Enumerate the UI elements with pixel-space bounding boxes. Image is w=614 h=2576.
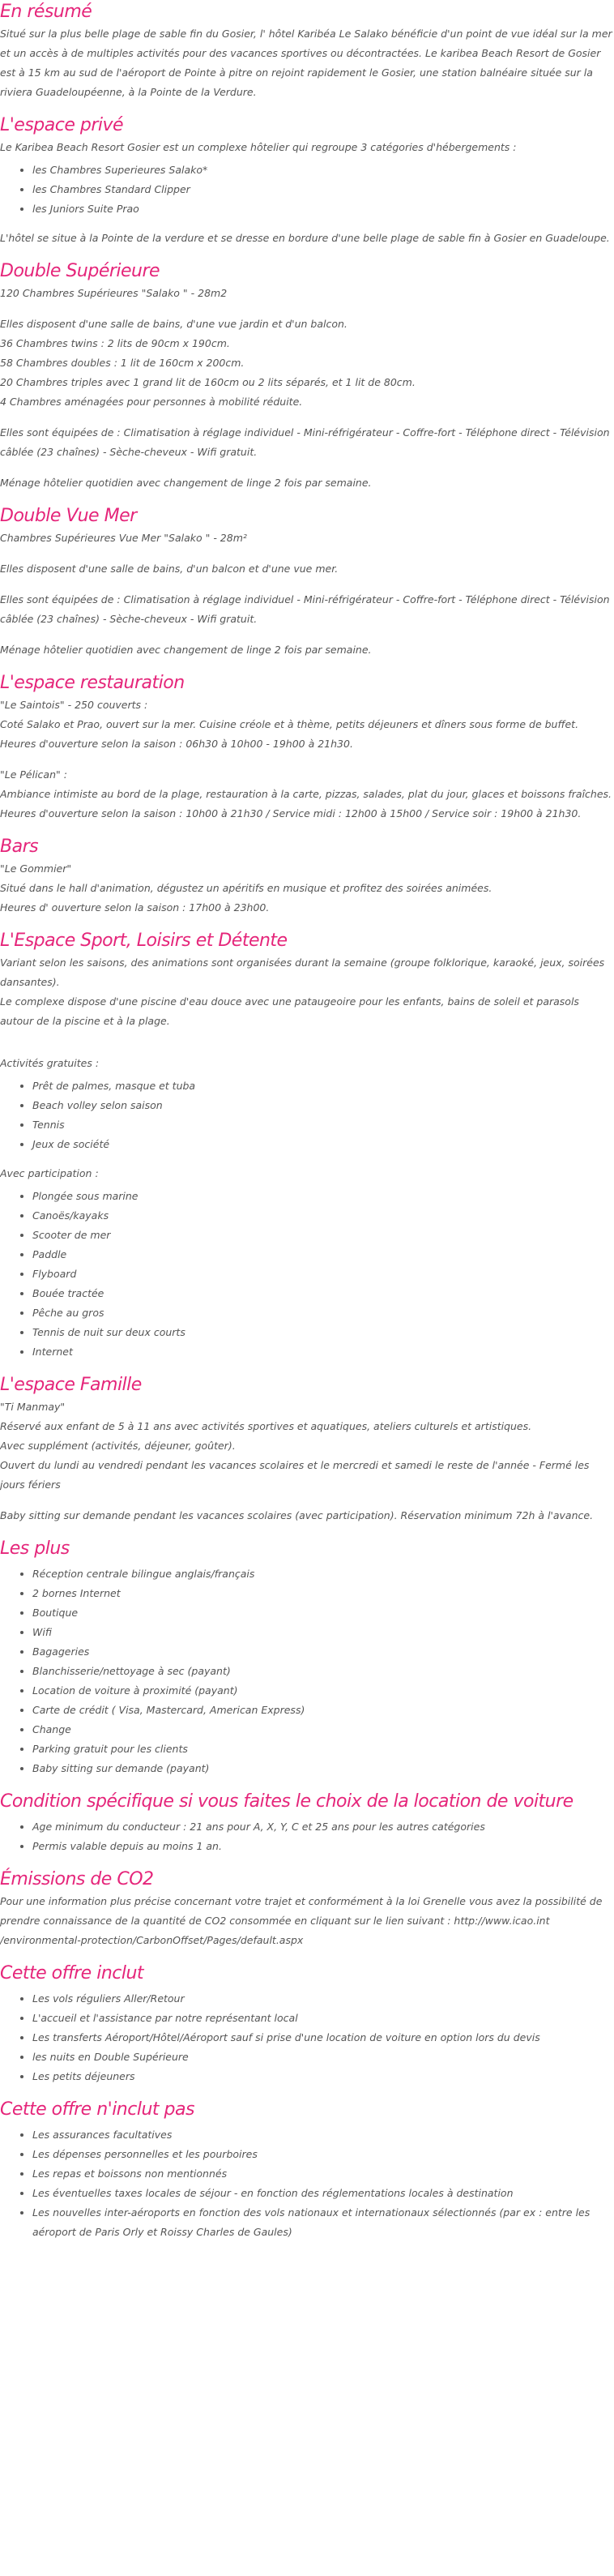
restaurant-block bbox=[0, 765, 612, 824]
paragraph: Situé sur la plus belle plage de sable fin du Gosier, l' hôtel Karibéa Le Salako bénéficie d'un point de vue idéal sur la mer et un accès à de multiples activités pour des vacances sportives ou décontractées. Le karibea Beach Resort de Gosier est à 15 km au sud de l'aéroport de Pointe à pitre on rejoint rapidement le Gosier, une station balnéaire située sur la riviera Guadeloupéenne, à la Pointe de la Verdure. bbox=[0, 28, 612, 98]
sport-intro bbox=[0, 953, 612, 1031]
section-offre-inclut bbox=[0, 1962, 612, 2086]
list-item: • Bagageries bbox=[32, 1642, 612, 1662]
list-item: • Les dépenses personnelles et les pourboires bbox=[32, 2145, 612, 2164]
list-item: • Carte de crédit ( Visa, Mastercard, American Express) bbox=[32, 1701, 612, 1720]
line: Ambiance intimiste au bord de la plage, restauration à la carte, pizzas, salades, plat du jour, glaces et boissons fraîches. bbox=[0, 788, 612, 800]
paragraph: Elles sont équipées de : Climatisation à réglage individuel - Mini-réfrigérateur - Coffre-fort - Téléphone direct - Télévision câblée (23 chaînes) - Sèche-cheveux - Wifi gratuit. bbox=[0, 593, 610, 625]
line: "Le Pélican" : bbox=[0, 768, 67, 781]
line: "Ti Manmay" bbox=[0, 1401, 66, 1413]
section-famille bbox=[0, 1373, 612, 1525]
list-item: • Age minimum du conducteur : 21 ans pour A, X, Y, C et 25 ans pour les autres catégories bbox=[32, 1817, 612, 1837]
section-title: L'espace Famille bbox=[0, 1375, 142, 1395]
section-resume bbox=[0, 0, 612, 102]
line: Coté Salako et Prao, ouvert sur la mer. Cuisine créole et à thème, petits déjeuners et dîners sous forme de buffet. bbox=[0, 718, 579, 730]
label: Avec participation : bbox=[0, 1167, 99, 1179]
list-item: • Baby sitting sur demande (payant) bbox=[32, 1759, 612, 1778]
list-item: • 2 bornes Internet bbox=[32, 1584, 612, 1603]
line: "Le Saintois" - 250 couverts : bbox=[0, 699, 148, 711]
list-item: • Les assurances facultatives bbox=[32, 2125, 612, 2145]
line: 4 Chambres aménagées pour personnes à mobilité réduite. bbox=[0, 396, 303, 408]
line: Le complexe dispose d'une piscine d'eau douce avec une pataugeoire pour les enfants, bains de soleil et parasols autour de la piscine et à la plage. bbox=[0, 995, 579, 1027]
line: Elles disposent d'une salle de bains, d'une vue jardin et d'un balcon. bbox=[0, 318, 348, 330]
list-item: • Plongée sous marine bbox=[32, 1187, 612, 1206]
list-item: • Flyboard bbox=[32, 1264, 612, 1284]
label: Activités gratuites : bbox=[0, 1057, 100, 1069]
list-item: • Change bbox=[32, 1720, 612, 1739]
list-item: • les nuits en Double Supérieure bbox=[32, 2048, 612, 2067]
section-offre-exclut bbox=[0, 2098, 612, 2242]
list-item: • Les vols réguliers Aller/Retour bbox=[32, 1989, 612, 2009]
paragraph: L'hôtel se situe à la Pointe de la verdure et se dresse en bordure d'une belle plage de sable fin à Gosier en Guadeloupe. bbox=[0, 232, 610, 244]
section-title: Bars bbox=[0, 837, 39, 857]
paragraph: Baby sitting sur demande pendant les vacances scolaires (avec participation). Réservation minimum 72h à l'avance. bbox=[0, 1509, 594, 1521]
list-item: • Les repas et boissons non mentionnés bbox=[32, 2164, 612, 2184]
line: 36 Chambres twins : 2 lits de 90cm x 190cm. bbox=[0, 337, 230, 349]
list-item: • les Juniors Suite Prao bbox=[32, 199, 612, 219]
list-item: • Tennis bbox=[32, 1115, 612, 1135]
section-sport-loisirs bbox=[0, 929, 612, 1362]
kids-club-block bbox=[0, 1397, 612, 1495]
list-item: • Permis valable depuis au moins 1 an. bbox=[32, 1837, 612, 1856]
section-title: Les plus bbox=[0, 1538, 70, 1559]
section-title: Émissions de CO2 bbox=[0, 1869, 154, 1889]
excluded-list bbox=[0, 2125, 612, 2242]
list-item: • Wifi bbox=[32, 1623, 612, 1642]
line: Situé dans le hall d'animation, dégustez un apéritifs en musique et profitez des soirées animées. bbox=[0, 882, 492, 894]
paragraph: Elles disposent d'une salle de bains, d'un balcon et d'une vue mer. bbox=[0, 563, 339, 575]
list-item: • les Chambres Standard Clipper bbox=[32, 180, 612, 199]
paragraph: Ménage hôtelier quotidien avec changement de linge 2 fois par semaine. bbox=[0, 644, 372, 656]
list-item: • Les petits déjeuners bbox=[32, 2067, 612, 2086]
list-item: • Paddle bbox=[32, 1245, 612, 1264]
accommodation-list bbox=[0, 160, 612, 219]
line: Variant selon les saisons, des animations sont organisées durant la semaine (groupe folklorique, karaoké, jeux, soirées dansantes). bbox=[0, 956, 605, 988]
list-item: • Scooter de mer bbox=[32, 1226, 612, 1245]
section-co2 bbox=[0, 1868, 612, 1950]
list-item: • Les éventuelles taxes locales de séjour - en fonction des réglementations locales à destination bbox=[32, 2184, 612, 2203]
section-title: Cette offre n'inclut pas bbox=[0, 2099, 194, 2120]
amenities-list bbox=[0, 1564, 612, 1778]
included-list bbox=[0, 1989, 612, 2086]
room-details bbox=[0, 315, 612, 412]
list-item: • Beach volley selon saison bbox=[32, 1096, 612, 1115]
list-item: • Tennis de nuit sur deux courts bbox=[32, 1323, 612, 1342]
section-title: En résumé bbox=[0, 2, 92, 22]
section-title: Cette offre inclut bbox=[0, 1963, 144, 1983]
condition-list bbox=[0, 1817, 612, 1856]
list-item: • Jeux de société bbox=[32, 1135, 612, 1154]
paid-activities-list bbox=[0, 1187, 612, 1362]
line: Réservé aux enfant de 5 à 11 ans avec activités sportives et aquatiques, ateliers culturels et artistiques. bbox=[0, 1420, 532, 1432]
list-item: • Bouée tractée bbox=[32, 1284, 612, 1303]
line: Heures d'ouverture selon la saison : 10h00 à 21h30 / Service midi : 12h00 à 15h00 / Service soir : 19h00 à 21h30. bbox=[0, 807, 582, 819]
restaurant-block bbox=[0, 695, 612, 754]
bar-block bbox=[0, 859, 612, 918]
section-condition-location bbox=[0, 1790, 612, 1856]
paragraph: Le Karibea Beach Resort Gosier est un complexe hôtelier qui regroupe 3 catégories d'hébergements : bbox=[0, 141, 517, 153]
list-item: • L'accueil et l'assistance par notre représentant local bbox=[32, 2009, 612, 2028]
list-item: • Pêche au gros bbox=[32, 1303, 612, 1323]
section-title: L'espace privé bbox=[0, 115, 124, 135]
line: 20 Chambres triples avec 1 grand lit de 160cm ou 2 lits séparés, et 1 lit de 80cm. bbox=[0, 376, 416, 388]
free-activities-list bbox=[0, 1076, 612, 1154]
section-title: L'espace restauration bbox=[0, 673, 185, 693]
section-double-vue-mer bbox=[0, 504, 612, 660]
list-item: • Parking gratuit pour les clients bbox=[32, 1739, 612, 1759]
list-item: • Blanchisserie/nettoyage à sec (payant) bbox=[32, 1662, 612, 1681]
paragraph: Chambres Supérieures Vue Mer "Salako " - 28m² bbox=[0, 532, 247, 544]
section-title: Double Supérieure bbox=[0, 261, 160, 281]
section-double-superieure bbox=[0, 259, 612, 493]
section-les-plus bbox=[0, 1537, 612, 1778]
list-item: • Réception centrale bilingue anglais/français bbox=[32, 1564, 612, 1584]
section-restauration bbox=[0, 671, 612, 824]
section-title: L'Espace Sport, Loisirs et Détente bbox=[0, 931, 288, 951]
list-item: • Boutique bbox=[32, 1603, 612, 1623]
list-item: • Canoës/kayaks bbox=[32, 1206, 612, 1226]
line: "Le Gommier" bbox=[0, 862, 72, 875]
section-bars bbox=[0, 835, 612, 918]
paragraph: Elles sont équipées de : Climatisation à réglage individuel - Mini-réfrigérateur - Coffre-fort - Téléphone direct - Télévision câblée (23 chaînes) - Sèche-cheveux - Wifi gratuit. bbox=[0, 426, 610, 458]
line: Heures d' ouverture selon la saison : 17h00 à 23h00. bbox=[0, 901, 270, 914]
line: 58 Chambres doubles : 1 lit de 160cm x 200cm. bbox=[0, 357, 245, 369]
list-item: • Location de voiture à proximité (payant) bbox=[32, 1681, 612, 1701]
list-item: • Les transferts Aéroport/Hôtel/Aéroport sauf si prise d'une location de voiture en option lors du devis bbox=[32, 2028, 612, 2048]
list-item: • Les nouvelles inter-aéroports en fonction des vols nationaux et internationaux sélectionnés (par ex : entre les aéroport de Paris Orly et Roissy Charles de Gaules) bbox=[32, 2203, 612, 2242]
paragraph: Ménage hôtelier quotidien avec changement de linge 2 fois par semaine. bbox=[0, 477, 372, 489]
line: Ouvert du lundi au vendredi pendant les vacances scolaires et le mercredi et samedi le reste de l'année - Fermé les jours fériers bbox=[0, 1459, 590, 1491]
section-espace-prive bbox=[0, 113, 612, 248]
paragraph: 120 Chambres Supérieures "Salako " - 28m2 bbox=[0, 287, 228, 299]
spacer bbox=[0, 1042, 612, 1054]
section-title: Double Vue Mer bbox=[0, 506, 137, 526]
line: Avec supplément (activités, déjeuner, goûter). bbox=[0, 1440, 236, 1452]
list-item: • Internet bbox=[32, 1342, 612, 1362]
list-item: • les Chambres Superieures Salako* bbox=[32, 160, 612, 180]
list-item: • Prêt de palmes, masque et tuba bbox=[32, 1076, 612, 1096]
line: Heures d'ouverture selon la saison : 06h30 à 10h00 - 19h00 à 21h30. bbox=[0, 738, 353, 750]
paragraph: Pour une information plus précise concernant votre trajet et conformément à la loi Grenelle vous avez la possibilité de prendre connaissance de la quantité de CO2 consommée en cliquant sur le lien suivant : http://www.icao.int /environmental-protection/CarbonOffset/Pages/default.aspx bbox=[0, 1895, 603, 1946]
section-title: Condition spécifique si vous faites le choix de la location de voiture bbox=[0, 1791, 573, 1812]
